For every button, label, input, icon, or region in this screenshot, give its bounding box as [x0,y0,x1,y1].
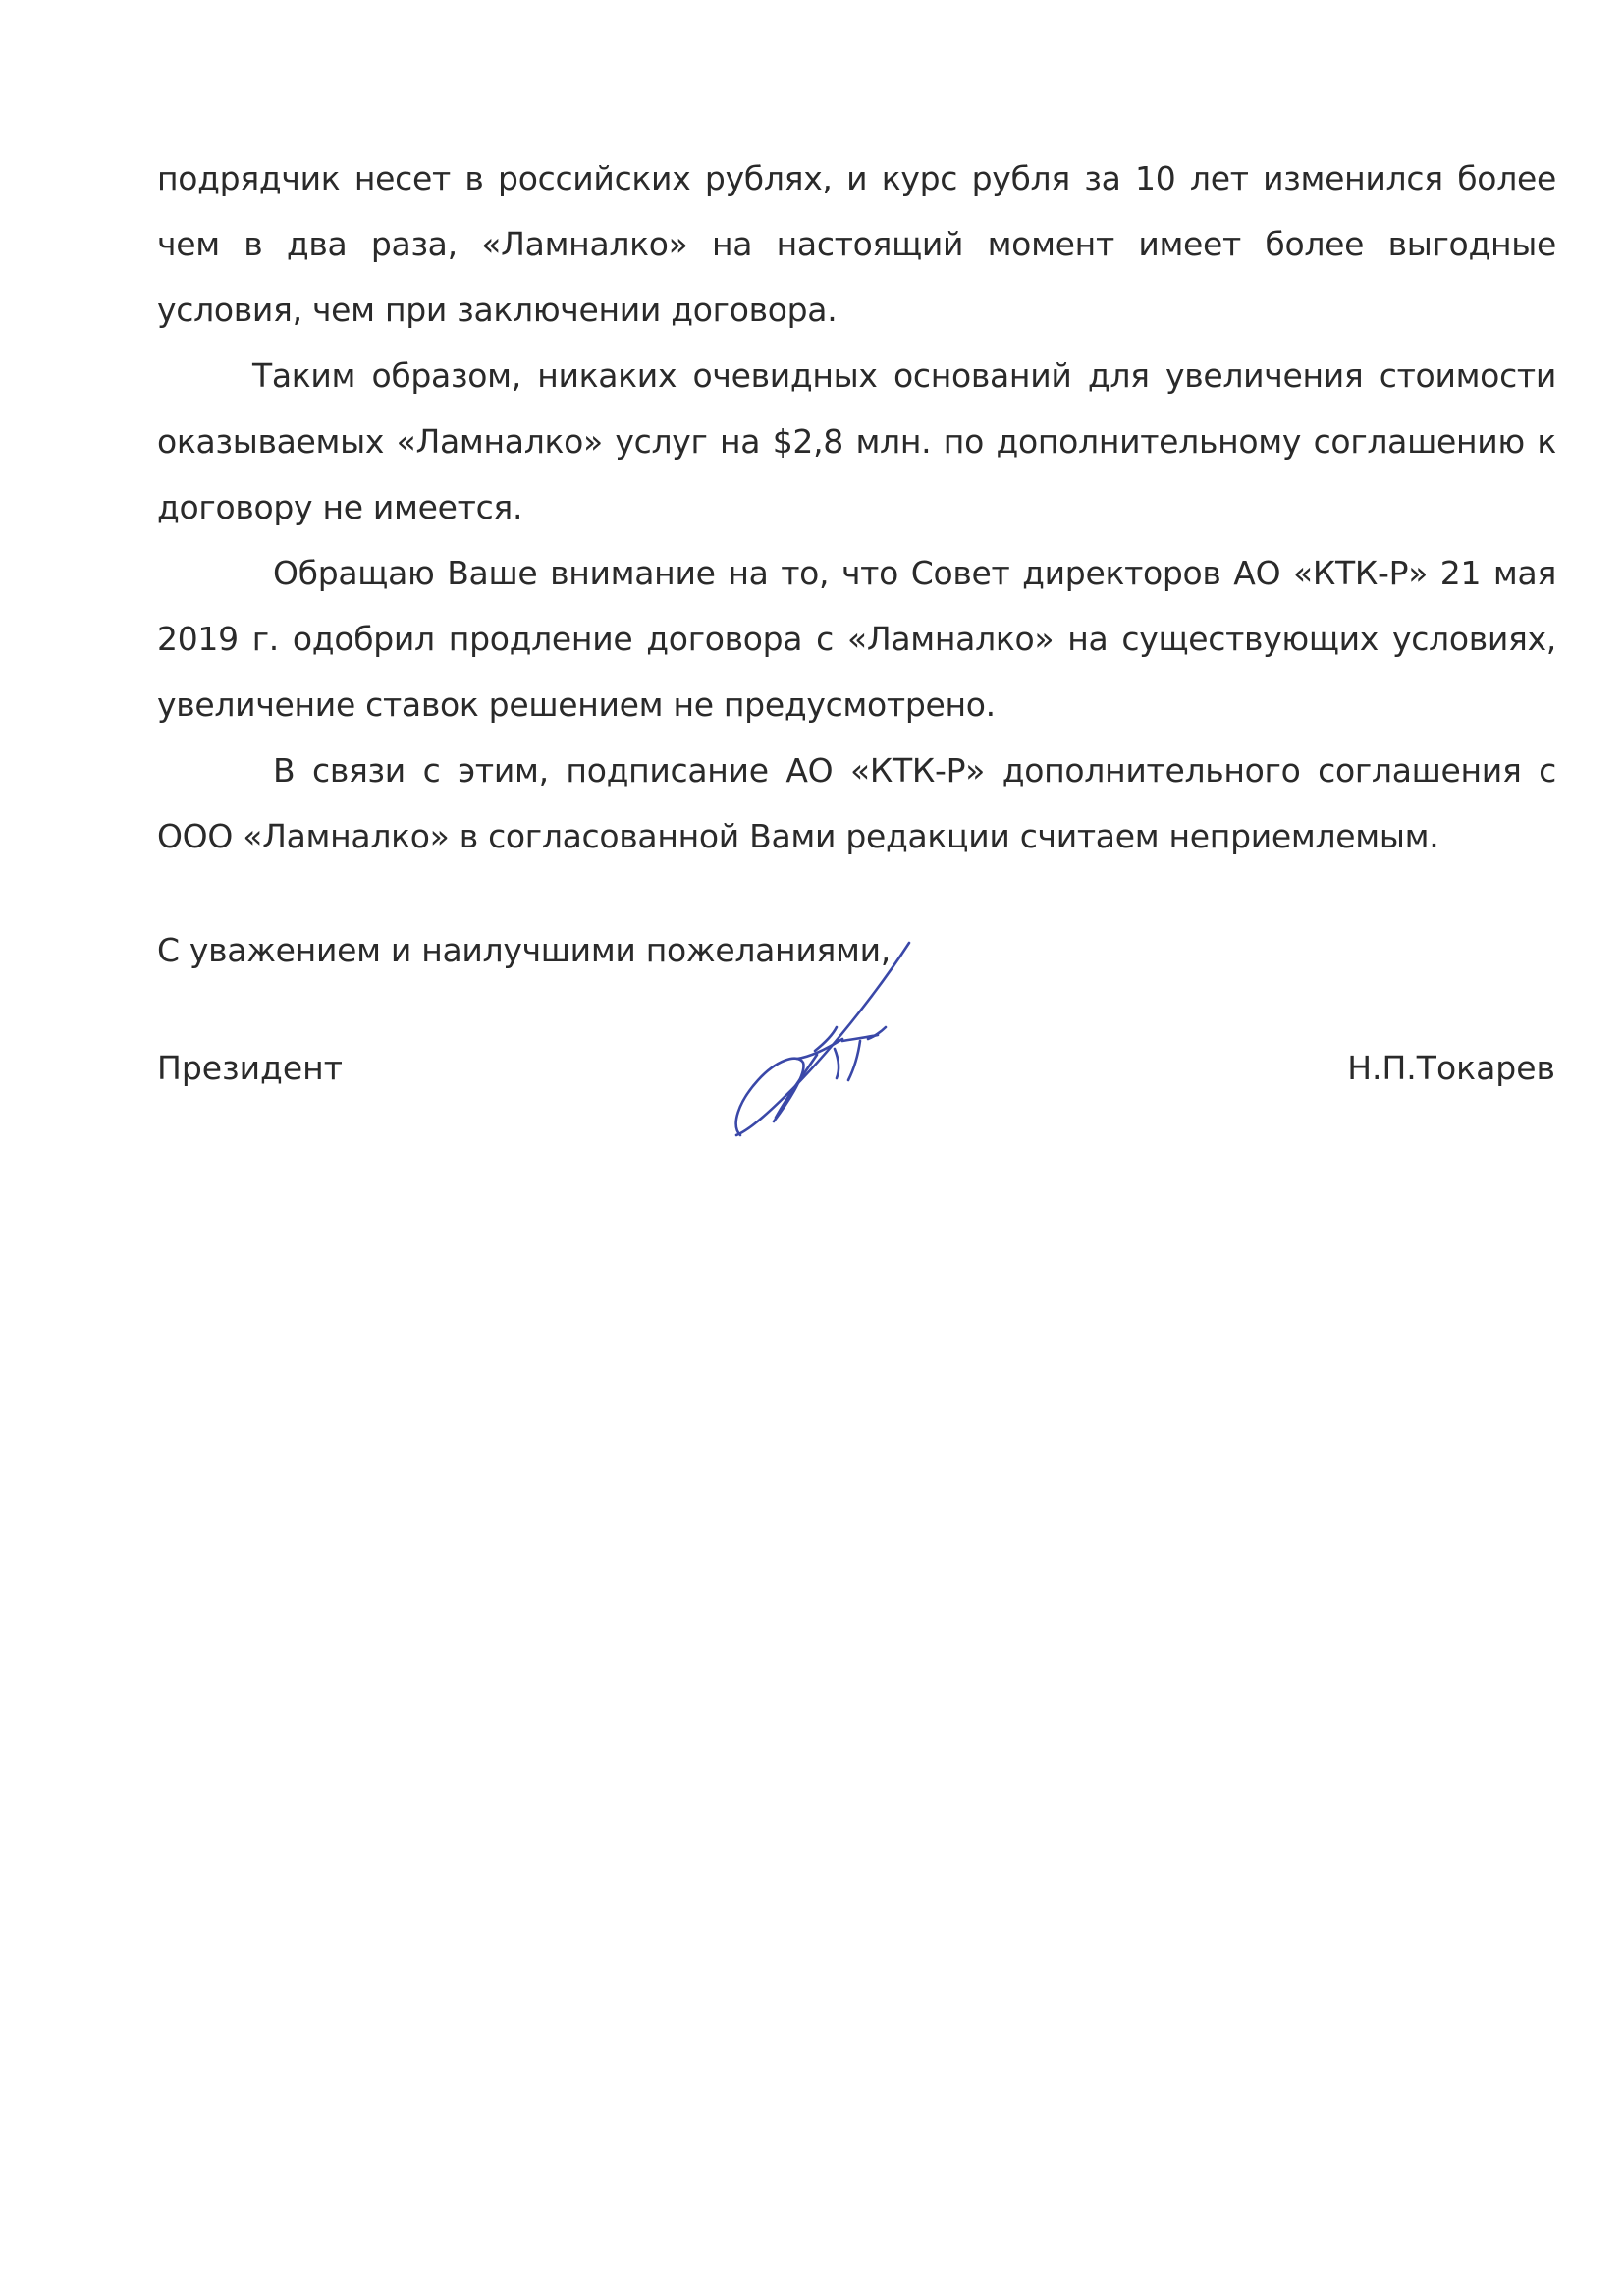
closing-phrase: С уважением и наилучшими пожеланиями, [157,931,891,969]
paragraph-refusal: В связи с этим, подписание АО «КТК-Р» дополнительного соглашения с ООО «Ламналко» в согласованной Вами редакции считаем неприемлемым. [157,751,1556,855]
paragraph-continuation: подрядчик несет в российских рублях, и курс рубля за 10 лет изменился более чем в два раза, «Ламналко» на настоящий момент имеет более выгодные условия, чем при заключении договора. [157,159,1556,329]
paragraph-board-decision: Обращаю Ваше внимание на то, что Совет директоров АО «КТК-Р» 21 мая 2019 г. одобрил продление договора с «Ламналко» на существующих условиях, увеличение ставок решением не предусмотрено. [157,554,1556,724]
paragraph-conclusion: Таким образом, никаких очевидных оснований для увеличения стоимости оказываемых «Ламналко» услуг на $2,8 млн. по дополнительному соглашению к договору не имеется. [157,356,1556,526]
signature-icon [668,933,933,1159]
signer-name: Н.П.Токарев [1347,1049,1555,1087]
signer-position: Президент [157,1049,343,1087]
letter-body [157,145,1556,869]
